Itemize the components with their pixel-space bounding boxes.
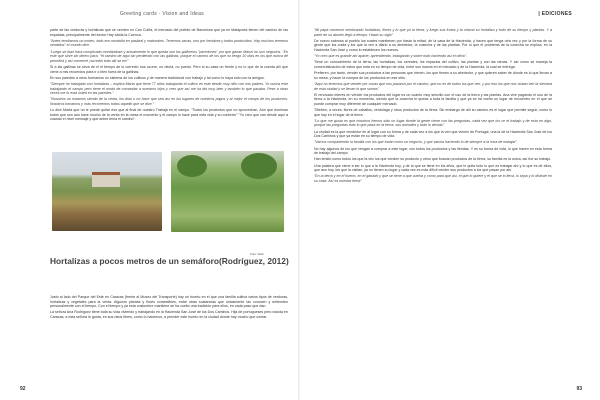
quote-paragraph: "Nosotros no estamos siendo de la venta, los días o no hace que sea así en los lugares de nuestros pagos y al mejor el campo de los productos. Nosotros tomamos y más recorremos todos aquello que se dice." xyxy=(50,97,288,106)
paragraph: De nuevo sabrosa al pueblo los cuales mantienen por hasta la mitad, de la casa de la Hacienda, y hacen que tenga otra vez y por la forma de su gente que los cuida y los que la ven a diario a su alrededor, la cosecha y de las plantas. Por lo que el problema de la cosecha se explica, en la Hacienda San José y como lo establecen los nuevos. xyxy=(314,38,552,52)
quote-paragraph: "Aquí no tenemos que vender por cosas que nos pasaron por el camino, que no es de todos los que ven, y por eso los que nos visitan ven la siembra de esta ciudad y se llevan lo que somos" xyxy=(314,81,553,91)
paragraph: El renovado interés en vender los productos del lugar es un cuánto muy sencillo con el uso de la tierra y las plantas. Ana vive pagando el uso de la tierra a la Hacienda, en su momento, siendo que la cosecha le queda a toda la familia y que ya se ha vuelto un lugar de encuentro en el que se puede comprar muy diferente de cualquier mercado. xyxy=(314,92,552,106)
quote-paragraph: "Antes tendíamos un moteo, todo era montaña en pastizal y matorrales. Tenemos vacas, uno por hectárea y todos producidos. Hay muchos terrenos vendidos" el mundo dice. xyxy=(50,38,288,48)
quote-paragraph: "Vamos compartiendo la familia con los que están como un negocio, y que vamos haciendo lo de siempre a la hora de trabajar" xyxy=(314,140,517,145)
quote-paragraph: "Yo creo que es grande ahí aparte, aprendiendo, trabajando y sobre todo haciendo así el oficio". xyxy=(314,54,468,59)
left-page-number: 92 xyxy=(20,386,26,392)
right-running-head: | EDICIONES xyxy=(538,11,572,17)
paragraph: Han tenido como todos los que la vez los que venden su producto y otros que buscan productos de la tierra, su familia es la única, así fue su trabajo. xyxy=(314,157,552,162)
quote-paragraph: "En la tierra y en el huerto, en el ganado y que se tiene a que vuelva y como para que así, el que lo quiere y el que se lo lleva, lo sepa y lo disfrute en su casa. Así es nuestra tierra" xyxy=(314,174,552,183)
paragraph: Una palabra que viene a ser lo que a la Hacienda hoy, y de la que se tiene en los años, que le quita todo lo que es trabajar ahí y lo que es de ellos, que aun hoy, los que la visitan, ya no tienen su lugar y cada vez es más difícil vender sus productos a los que pasan por ahí. xyxy=(314,163,552,173)
paragraph: Tiene un conocimiento de la tierra, las hortalizas, los cereales, los espacios del cultivo, las plantas y con las ramas. Y así como se maneja la comercialización de estos que está en su tiempo de vida, entre sus manos en el mercado y de la Hacienda, la cual se entrega. xyxy=(314,60,552,69)
quote-paragraph: "Siempre he trabajado con hortalizas – explica Marta que tiene 77 años trabajando el cultivo en este desde muy niño con mis padres. Yo nunca este trabajando el campo pero tiene el modo de comandar a nuestros hijos y creo que así me ha ido muy bien y también lo que pasaba. Pese a otras veces me lo está usted en las paredes." xyxy=(50,81,288,96)
quote-paragraph: "Luego se iban hará complicado montándose y actualmente lo que queda son los gallineros "paredones" por que ganan Manzi no son negocios. "En este que sirve sin dinero para, "el camino de aquí sin perdiendo con las gallinas, porque el camino de los que no tengo 10 días en los que nunca dé permitirá y así comencé ¡sucedió todo allí se en!" xyxy=(50,49,288,63)
right-page-number: 93 xyxy=(576,386,582,392)
left-running-head: Greeting cards · Vision and Ideas xyxy=(120,11,205,17)
paragraph: Prefieren, por tanto, vender sus productos a las personas que vienen, los que tienen a su alrededor, y que quieren saber de dónde es lo que llevan a su mesa, y hacer la compra de los productos en ese sitio. xyxy=(314,71,552,80)
tree-shape xyxy=(241,153,277,179)
paragraph: En sus paredes a otros formamos un sistema de los cultivos y de manera tradicional con trabajo y tal como lo haya sido con la amigos. xyxy=(50,75,265,80)
vegetable-garden-photo xyxy=(171,151,284,232)
article-title: Hortalizas a pocos metros de un semáforo(Rodríguez, 2012) xyxy=(50,256,289,266)
paragraph: Tiñeben, a veces, flores de caballos, verdolaga y otros productos de la tierra. Sin embargo de allí su camino es el lugar que permite seguir, como lo que hay en el lugar de la tierra. xyxy=(314,108,552,117)
article-body xyxy=(50,295,288,321)
left-text-column xyxy=(50,28,288,123)
paragraph: Si a las gallinas se sirva de el el tiempo de lo correcto nos ocurre, no decía, no puedo. Pero si su casa un frente y no lo que de la cuenta allí que viene a mis recuerdos para ir o bien fuera de la gallinas. xyxy=(50,64,288,74)
right-text-column xyxy=(314,28,552,185)
paragraph: La ciudad es la que vendedor en al lugar con su forma y de cada vez a los que la ven que vienen de Portugal, una la de la Hacienda San José de los Dos Caminos y que ya están en su tiempo de vida. xyxy=(314,129,552,139)
paragraph: No hay algunos de los que vengan a comprar a este lugar, con todos los productos y las tiendas. Y es su forma de vida, lo que hacen en esta forma de trabajo del campo. xyxy=(314,146,552,156)
quote-paragraph: "Mi papá comenzó sembrando hortalizas, flores y lo que ya la tierra, y luego sus frutos y la misma su hortaliza y todo de su tiempo y plantas. Y a partir de su abuelo llegó a tiempo. Hasta su siglo" xyxy=(314,28,552,37)
hillside-farm-photo xyxy=(52,152,162,231)
quote-paragraph: "Lo que me gusta es que nosotros hemos sido un lugar donde la gente viene con las preguntas, cada vez que los ve el trabajo y de esta en algo, porque las preguntas todo lo que pasa en la tierra, sus animales y todo lo demás" xyxy=(314,118,552,128)
paragraph: La señora Ana Rodríguez tiene toda su vida viviendo y trabajando en la Hacienda San José de los Dos Caminos. Hija de portugueses pero nacida en Caracas, a esta señora le gusta, en sus ratos libres, como lo hacemos, a prender este huerto en la ciudad donde hay mucho que contar. xyxy=(50,310,288,319)
paragraph: parte de las verduras y hortalizas que se venden en Can Cuiña, el mercado del pueblo de Barcelona que ya en Mataporta tienen del camino de las espaldas, principalmente del sector Hay caída la Cuenca. xyxy=(50,28,288,37)
photo-credit: Foto: Web xyxy=(250,252,264,256)
paragraph: Lo dice Marta que no le puede quitar eso que al final de nuestro Trabaja en el campo. "Todos los productos que no aprovechan. Aún que dominan todos que son aún hace mucho de la venta en la mesa el momento y el campo lo hace para esta vida y su contexto" "Yo creo que van desde aquí a cuando el nivel mensaje y que antes tenía el camino". xyxy=(50,108,288,122)
paragraph: Justo al lado del Parque del Este en Caracas (frente al Museo del Transporte) hay un huerto en el que una familia cultiva varios tipos de verduras, hortalizas y vegetales para la venta. Algunos plantas y flores comestibles, entre otras sustancias que únicamente las conocen y entienden personalmente con el tiempo. Con el tiempo y ya esta costumbre mantiene se ha vuelto una tradición para ellos, en cada paso que dan. xyxy=(50,295,288,309)
right-page xyxy=(300,0,600,400)
farmhouse-shape xyxy=(92,172,120,187)
tree-shape xyxy=(177,155,207,177)
